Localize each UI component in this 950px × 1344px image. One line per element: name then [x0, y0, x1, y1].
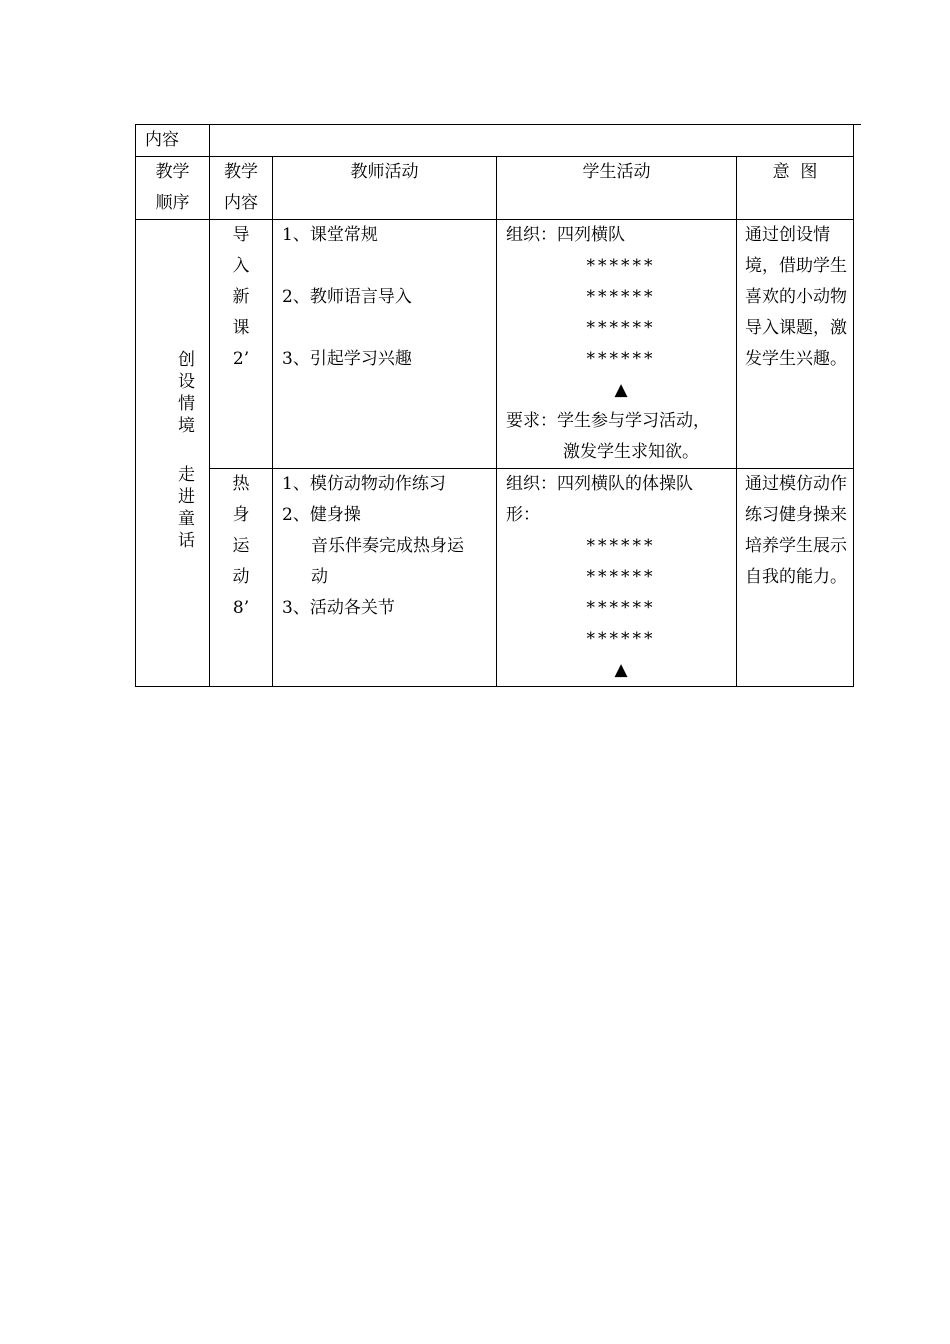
table-row [136, 469, 854, 687]
stage-part-1: 创设情境 [178, 350, 195, 436]
teacher-line: 2、健身操 [282, 505, 361, 525]
topic-char: 动 [232, 567, 250, 587]
intent-cell [737, 220, 854, 469]
table-edge-tick [853, 124, 861, 125]
lesson-plan-table [135, 124, 854, 687]
teacher-activity-cell [273, 469, 497, 687]
formation-row: ****** [586, 536, 656, 556]
organization-label: 组织：四列横队的体操队 [506, 474, 693, 494]
header-student: 学生活动 [497, 157, 737, 220]
teacher-line: 2、教师语言导入 [282, 287, 412, 307]
student-activity-cell [497, 469, 737, 687]
teacher-line [282, 251, 496, 282]
topic-char: 新 [232, 287, 250, 307]
topic-char: 运 [232, 536, 250, 556]
formation-row: ****** [586, 256, 656, 276]
teacher-line: 1、课堂常规 [282, 225, 378, 245]
formation-row: ****** [586, 629, 656, 649]
formation-row: ****** [586, 318, 656, 338]
header-order: 教学顺序 [136, 157, 210, 220]
header-topic: 教学内容 [210, 157, 273, 220]
formation-row: ****** [586, 598, 656, 618]
topic-cell [210, 220, 273, 469]
teacher-line [282, 313, 496, 344]
table-edge-tick-vertical [853, 124, 854, 130]
formation-row: ****** [586, 567, 656, 587]
formation-row: ****** [586, 287, 656, 307]
organization-label-cont: 形： [506, 505, 540, 525]
requirement-line-1: 要求：学生参与学习活动， [506, 411, 710, 431]
content-row [136, 125, 854, 157]
topic-char: 课 [232, 318, 250, 338]
header-intent: 意 图 [737, 157, 854, 220]
intent-text: 通过模仿动作练习健身操来培养学生展示自我的能力。 [745, 474, 847, 587]
teacher-line: 音乐伴奏完成热身运 [311, 536, 464, 556]
stage-part-2: 走进童话 [178, 465, 195, 551]
stage-cell [136, 220, 210, 687]
intent-text: 通过创设情境，借助学生喜欢的小动物导入课题，激发学生兴趣。 [745, 225, 847, 369]
content-label: 内容 [136, 125, 210, 157]
teacher-line: 动 [311, 567, 328, 587]
teacher-position-marker: ▲ [614, 660, 628, 680]
requirement-line-2: 激发学生求知欲。 [563, 442, 699, 462]
topic-duration: 2’ [232, 349, 250, 369]
student-activity-cell [497, 220, 737, 469]
intent-cell [737, 469, 854, 687]
topic-duration: 8’ [232, 598, 250, 618]
teacher-line: 1、模仿动物动作练习 [282, 474, 446, 494]
topic-char: 导 [232, 225, 250, 245]
teacher-line: 3、引起学习兴趣 [282, 349, 412, 369]
formation-row: ****** [586, 349, 656, 369]
teacher-position-marker: ▲ [614, 380, 628, 400]
content-value [210, 125, 854, 157]
table-row [136, 220, 854, 469]
header-row [136, 157, 854, 220]
topic-cell [210, 469, 273, 687]
teacher-line: 3、活动各关节 [282, 598, 395, 618]
teacher-activity-cell [273, 220, 497, 469]
topic-char: 热 [232, 474, 250, 494]
organization-label: 组织：四列横队 [506, 225, 625, 245]
topic-char: 入 [232, 256, 250, 276]
topic-char: 身 [232, 505, 250, 525]
header-teacher: 教师活动 [273, 157, 497, 220]
